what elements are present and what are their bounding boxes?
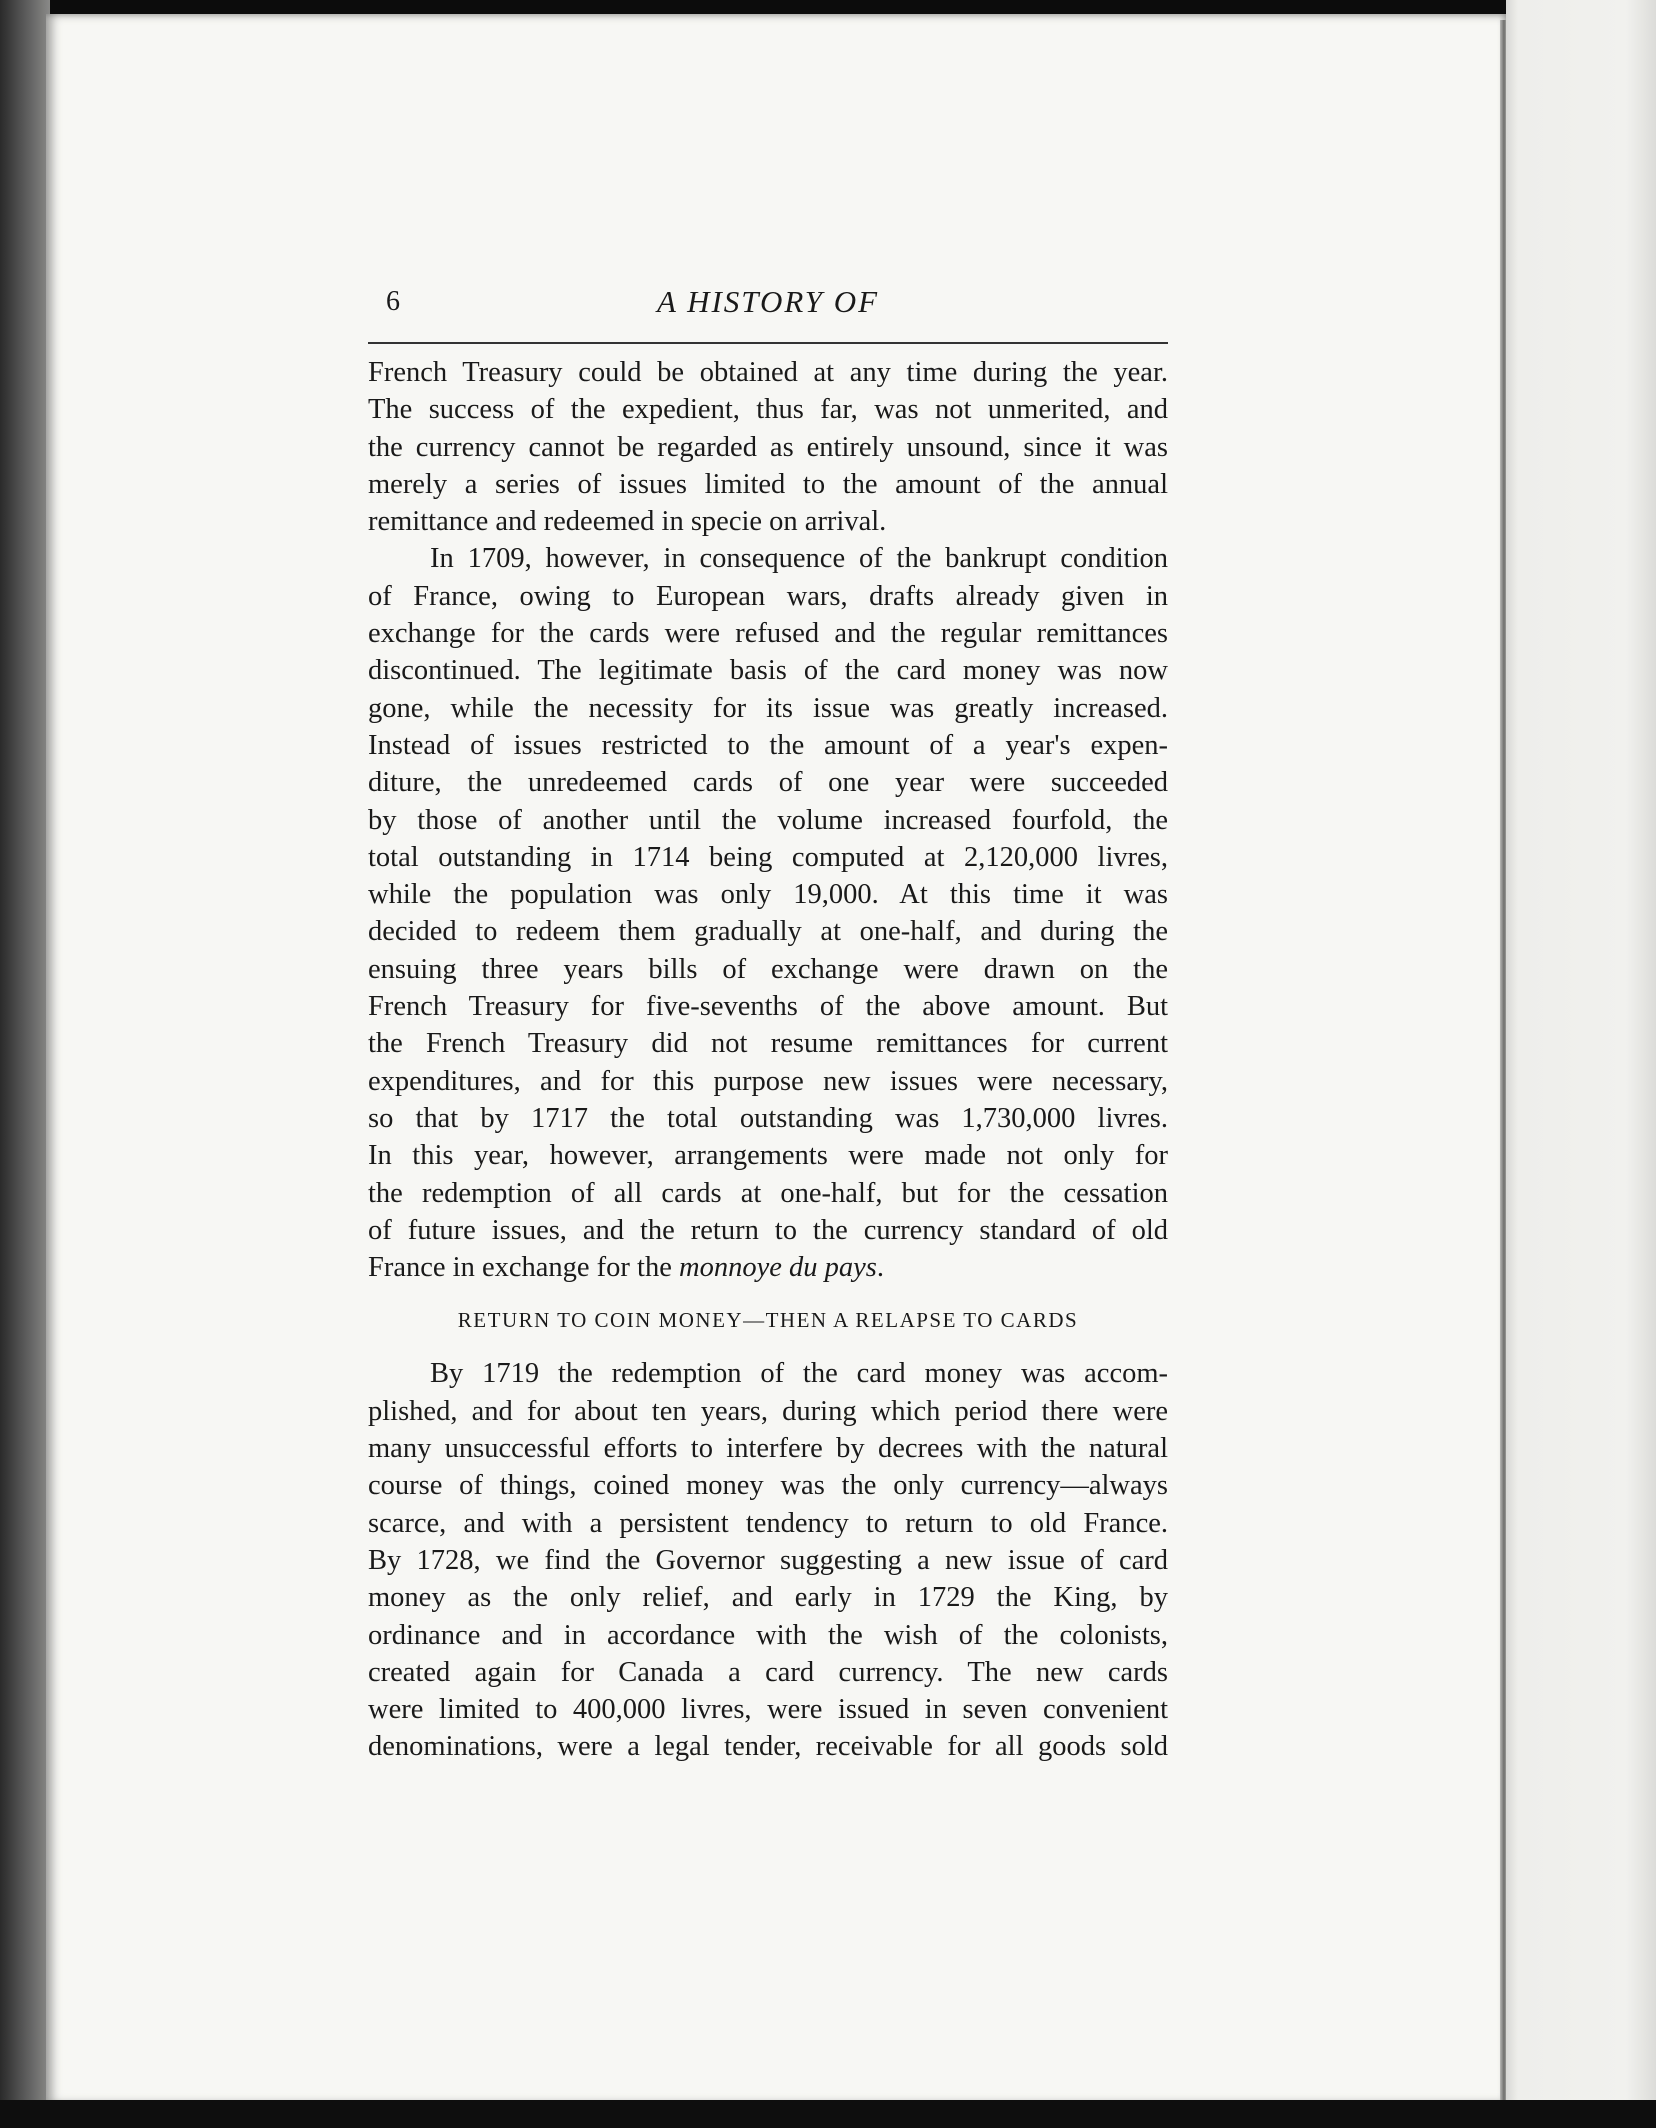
text-line: The success of the expedient, thus far, was not unmerited, and	[368, 394, 1168, 426]
text-line: exchange for the cards were refused and the regular remittances	[368, 618, 1168, 650]
text-line: By 1719 the redemption of the card money was accom-	[430, 1358, 1168, 1390]
text-line: ordinance and in accordance with the wish of the colonists,	[368, 1619, 1168, 1651]
running-head	[368, 282, 1168, 344]
text-line: the currency cannot be regarded as entirely unsound, since it was	[368, 431, 1168, 463]
text-line: In 1709, however, in consequence of the bankrupt condition	[430, 543, 1168, 575]
text-line: expenditures, and for this purpose new issues were necessary,	[368, 1065, 1168, 1097]
facing-page-edge	[1506, 0, 1656, 2128]
page-number: 6	[386, 286, 400, 317]
paragraph-1709	[368, 540, 1168, 1286]
text-line: In this year, however, arrangements were made not only for	[368, 1140, 1168, 1172]
text-line: so that by 1717 the total outstanding was 1,730,000 livres.	[368, 1102, 1168, 1134]
text-line: French Treasury could be obtained at any time during the year.	[368, 357, 1168, 388]
text-line: created again for Canada a card currency. The new cards	[368, 1656, 1168, 1688]
text-line: the redemption of all cards at one-half, but for the cessation	[368, 1177, 1168, 1209]
running-title: A HISTORY OF	[656, 284, 880, 319]
text-line: of France, owing to European wars, drafts already given in	[368, 580, 1168, 612]
text-run: .	[876, 1252, 884, 1284]
text-line: diture, the unredeemed cards of one year were succeeded	[368, 767, 1168, 799]
text-line: gone, while the necessity for its issue was greatly increased.	[368, 692, 1168, 724]
text-line: decided to redeem them gradually at one-half, and during the	[368, 916, 1168, 948]
text-line: Instead of issues restricted to the amount of a year's expen-	[368, 729, 1168, 761]
text-line: plished, and for about ten years, during which period there were	[368, 1395, 1168, 1427]
text-line: discontinued. The legitimate basis of the card money was now	[368, 655, 1168, 687]
text-line: merely a series of issues limited to the amount of the annual	[368, 468, 1168, 500]
page-text-block	[368, 282, 1168, 1766]
text-line: By 1728, we find the Governor suggesting a new issue of card	[368, 1544, 1168, 1576]
text-line: money as the only relief, and early in 1729 the King, by	[368, 1582, 1168, 1614]
text-line: total outstanding in 1714 being computed at 2,120,000 livres,	[368, 841, 1168, 873]
text-line: the French Treasury did not resume remittances for current	[368, 1028, 1168, 1060]
text-line: of future issues, and the return to the currency standard of old	[368, 1214, 1168, 1246]
text-run: France in exchange for the	[368, 1252, 672, 1284]
paragraph-1719	[368, 1355, 1168, 1765]
section-heading: RETURN TO COIN MONEY—THEN A RELAPSE TO CARDS	[457, 1308, 1079, 1333]
text-line: course of things, coined money was the only currency—always	[368, 1470, 1168, 1502]
text-line: scarce, and with a persistent tendency to return to old France.	[368, 1507, 1168, 1539]
text-line: remittance and redeemed in specie on arrival.	[368, 506, 887, 538]
text-line: many unsuccessful efforts to interfere by decrees with the natural	[368, 1433, 1168, 1465]
text-line: were limited to 400,000 livres, were issued in seven convenient	[368, 1694, 1168, 1726]
text-line: while the population was only 19,000. At this time it was	[368, 879, 1168, 911]
italic-phrase: monnoye du pays	[678, 1252, 877, 1284]
book-spine-shadow	[0, 0, 50, 2128]
text-line: by those of another until the volume increased fourfold, the	[368, 804, 1168, 836]
text-line: denominations, were a legal tender, receivable for all goods sold	[368, 1731, 1168, 1763]
paragraph-continuation	[368, 354, 1168, 540]
scan-bottom-border	[0, 2100, 1656, 2128]
text-line: ensuing three years bills of exchange were drawn on the	[368, 953, 1168, 985]
text-line-final	[368, 1249, 1168, 1286]
text-line: French Treasury for five-sevenths of the above amount. But	[368, 991, 1168, 1023]
